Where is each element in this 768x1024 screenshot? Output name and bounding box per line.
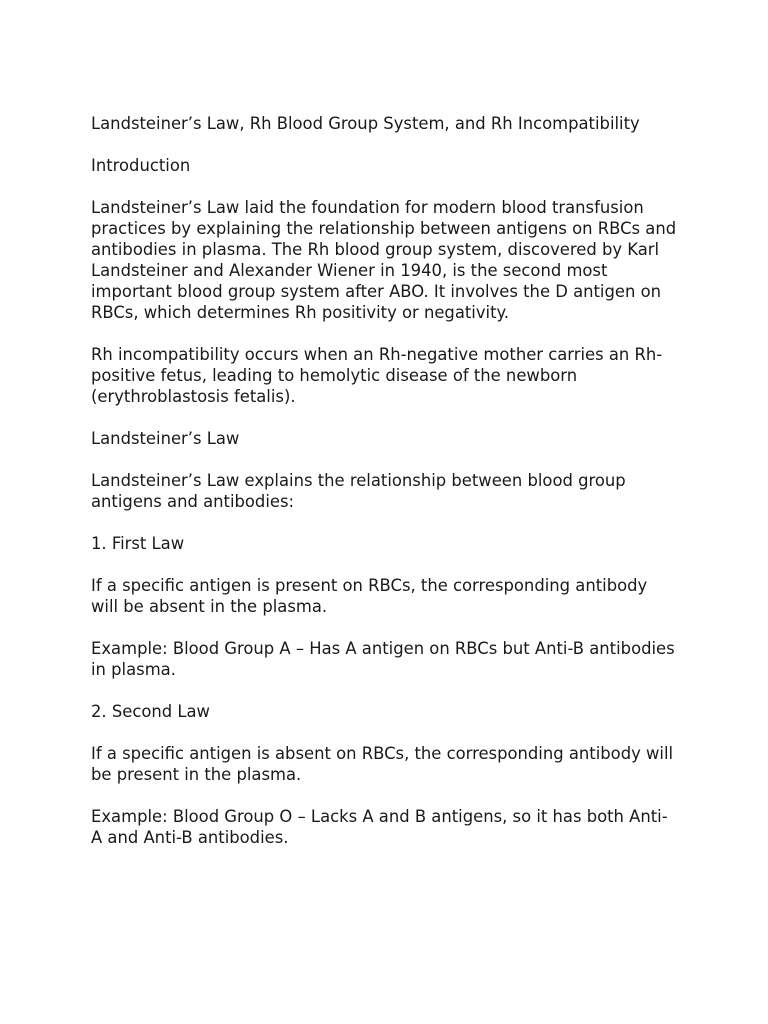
paragraph-law-explanation: Landsteiner’s Law explains the relationship between blood group antigens and antibodies: [91, 471, 626, 511]
paragraph-rh-incompatibility: Rh incompatibility occurs when an Rh-negative mother carries an Rh-positive fetus, leading to hemolytic disease of the newborn (erythroblastosis fetalis). [91, 345, 663, 406]
document-title: Landsteiner’s Law, Rh Blood Group System, and Rh Incompatibility [91, 114, 640, 133]
subheading-first-law: 1. First Law [91, 534, 185, 553]
paragraph-first-law-example: Example: Blood Group A – Has A antigen on RBCs but Anti-B antibodies in plasma. [91, 639, 675, 679]
subheading-second-law: 2. Second Law [91, 702, 210, 721]
paragraph-second-law: If a specific antigen is absent on RBCs, the corresponding antibody will be present in the plasma. [91, 744, 674, 784]
paragraph-first-law: If a specific antigen is present on RBCs, the corresponding antibody will be absent in the plasma. [91, 576, 648, 616]
paragraph-landsteiner-intro: Landsteiner’s Law laid the foundation for modern blood transfusion practices by explaining the relationship between antigens on RBCs and antibodies in plasma. The Rh blood group system, discovered by Karl Landsteiner and Alexander Wiener in 1940, is the second most important blood group system after ABO. It involves the D antigen on RBCs, which determines Rh positivity or negativity. [91, 198, 677, 322]
section-heading-introduction: Introduction [91, 156, 191, 175]
paragraph-second-law-example: Example: Blood Group O – Lacks A and B antigens, so it has both Anti-A and Anti-B antibodies. [91, 807, 668, 847]
section-heading-landsteiners-law: Landsteiner’s Law [91, 429, 240, 448]
